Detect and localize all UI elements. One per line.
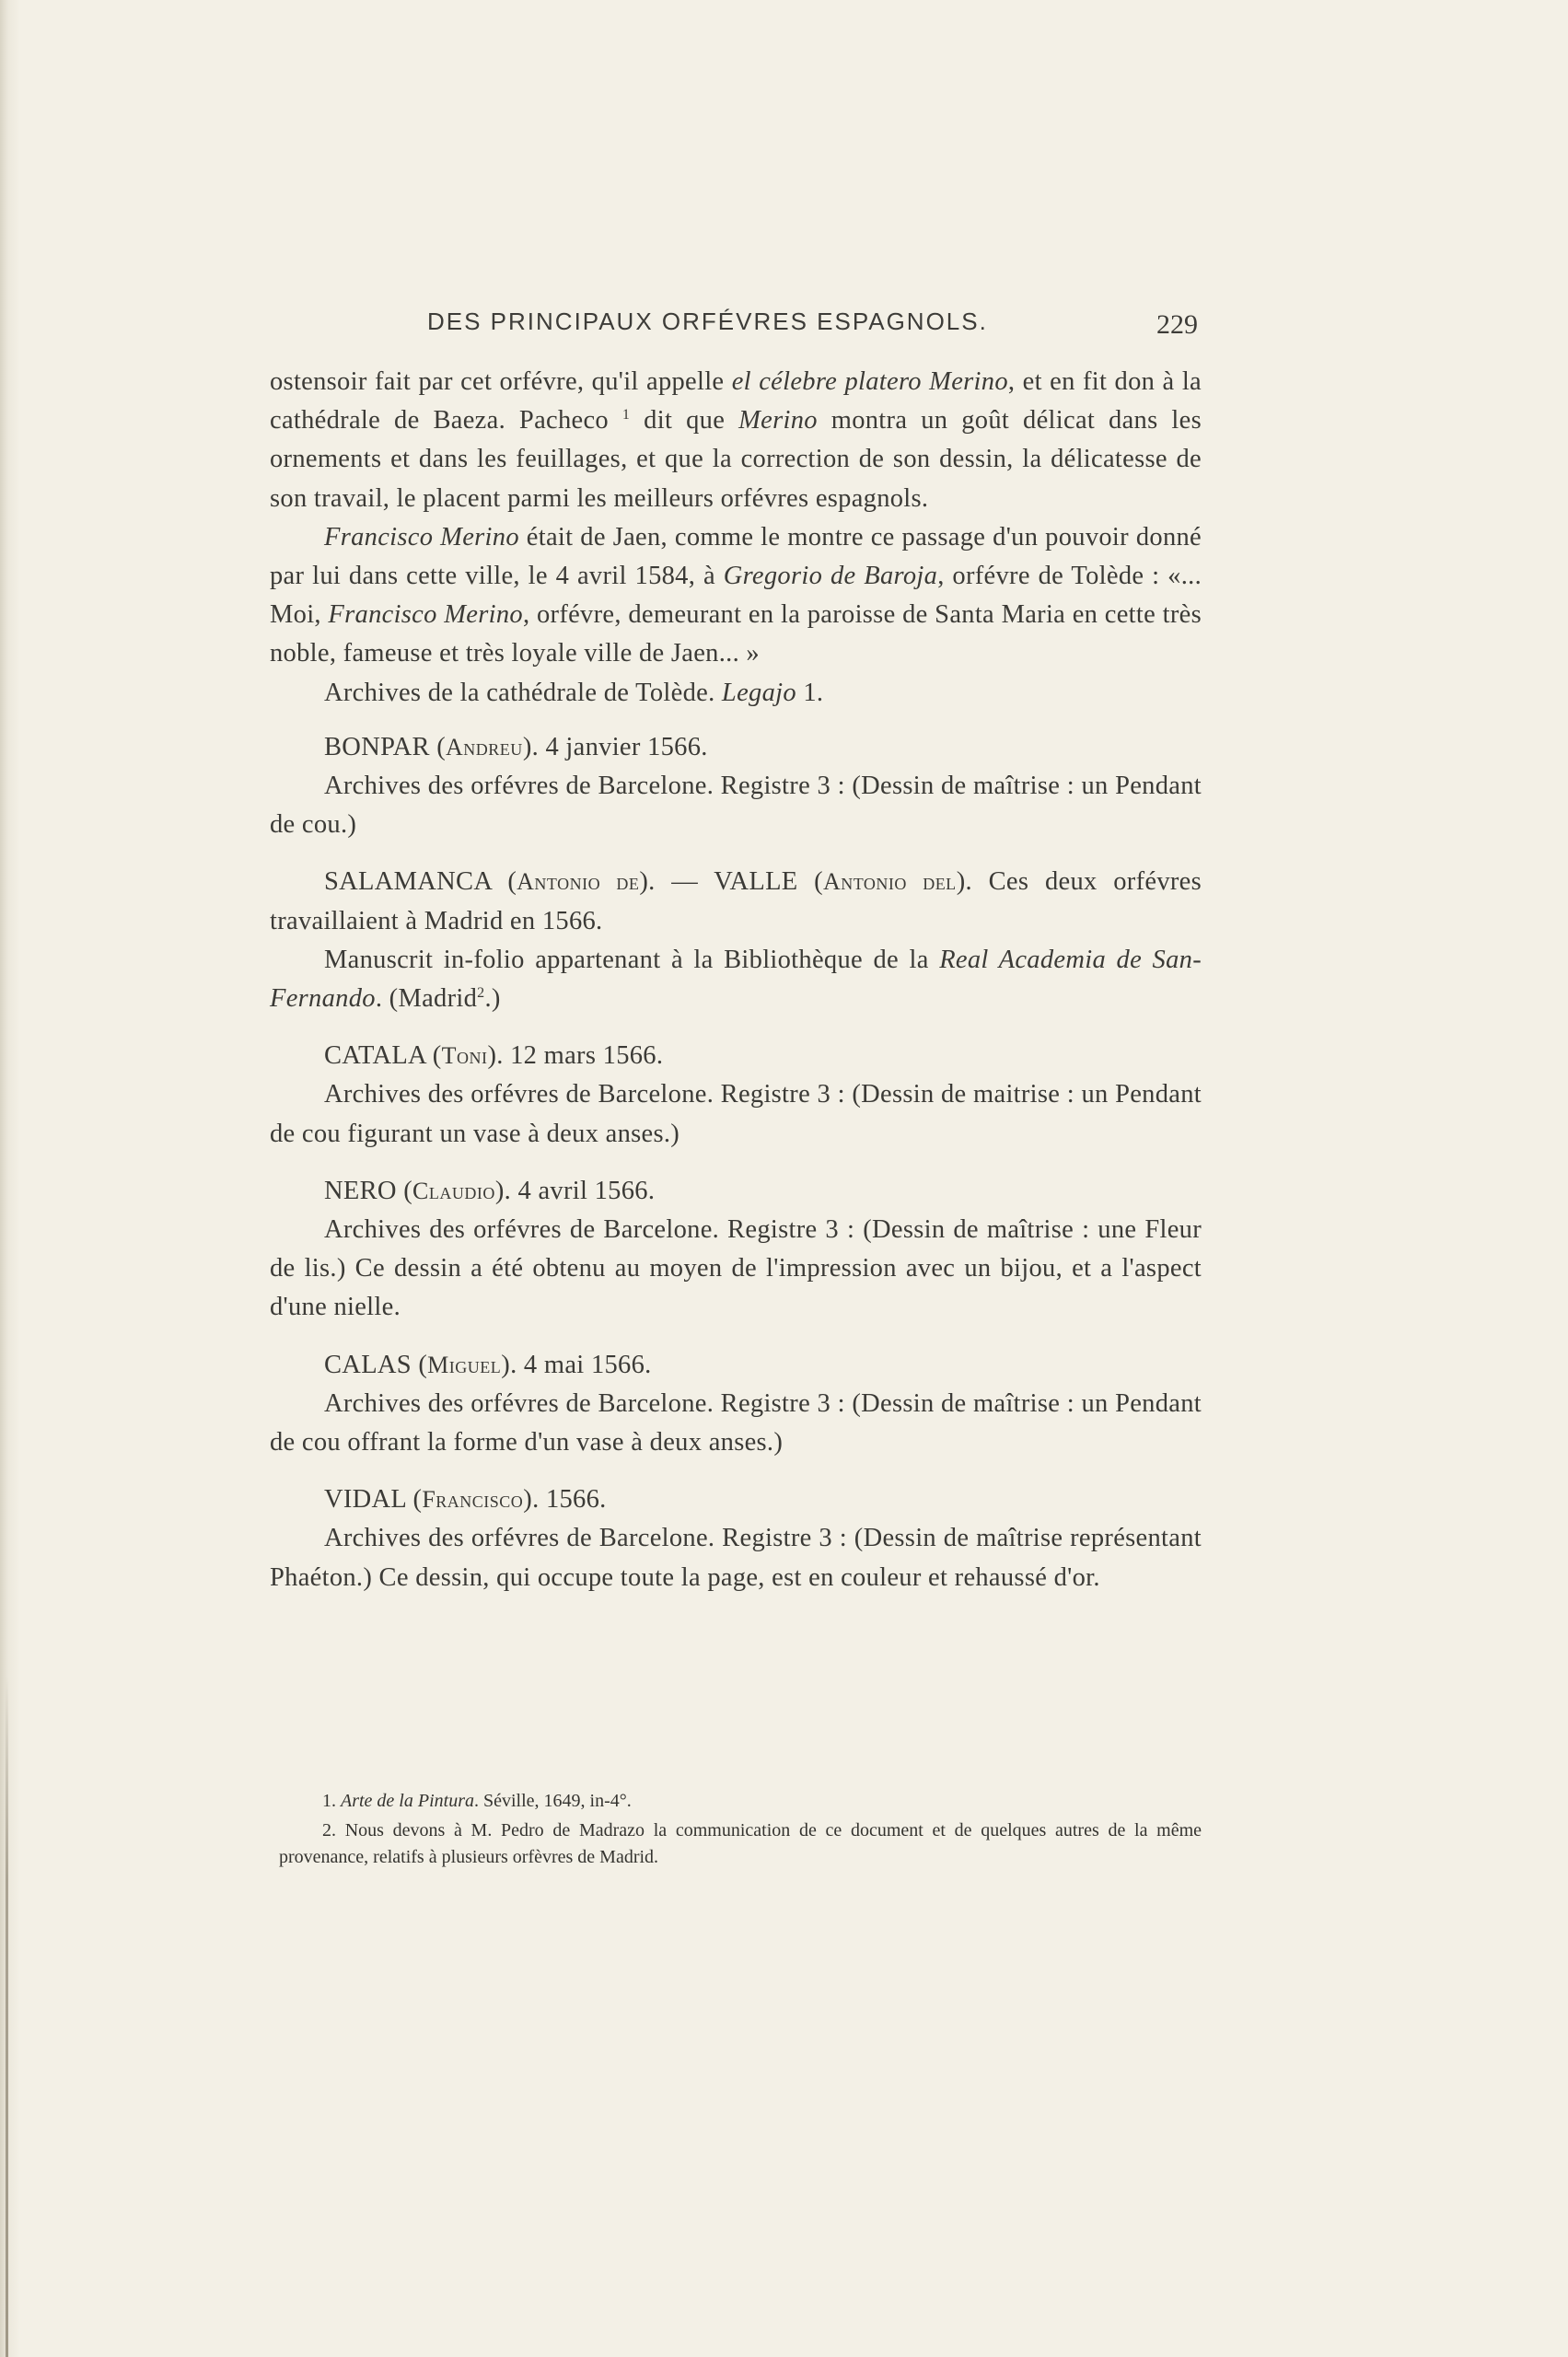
entry-text-bonpar: Archives des orfévres de Barcelone. Registre 3 : (Dessin de maîtrise : un Pendant de cou.)	[270, 772, 1202, 840]
entry-heading-nero: NERO (Claudio). 4 avril 1566.	[324, 1176, 656, 1205]
footnotes	[279, 1788, 1202, 1871]
footnote-ref-2[interactable]: 2	[477, 985, 485, 1002]
entry-text-salamanca: Manuscrit in-folio appartenant à la Bibliothèque de la Real Academia de San-Fernando. (Madrid$^2$.)	[270, 945, 1202, 1014]
entry-text-catala: Archives des orfévres de Barcelone. Registre 3 : (Dessin de maitrise : un Pendant de cou figurant un vase à deux anses.)	[270, 1080, 1202, 1148]
running-title: DES PRINCIPAUX ORFÉVRES ESPAGNOLS.	[427, 308, 988, 335]
entry-heading-catala: CATALA (Toni). 12 mars 1566.	[324, 1041, 664, 1071]
footnote-ref-1[interactable]: 1	[621, 407, 631, 424]
entry-text-vidal: Archives des orfévres de Barcelone. Registre 3 : (Dessin de maîtrise représentant Phaéton.) Ce dessin, qui occupe toute la page, est en couleur et rehaussé d'or.	[270, 1524, 1202, 1592]
entry-heading-vidal: VIDAL (Francisco). 1566.	[324, 1485, 607, 1515]
entry-text-calas: Archives des orfévres de Barcelone. Registre 3 : (Dessin de maîtrise : un Pendant de cou offrant la forme d'un vase à deux anses.)	[270, 1388, 1202, 1457]
entry-heading-bonpar: BONPAR (Andreu). 4 janvier 1566.	[324, 732, 708, 761]
entry-heading-calas: CALAS (Miguel). 4 mai 1566.	[324, 1350, 652, 1379]
paragraph-merino-source: Archives de la cathédrale de Tolède. Legajo 1.	[324, 678, 824, 707]
paragraph-merino-continuation: ostensoir fait par cet orfévre, qu'il appelle el célebre platero Merino, et en fit don à la cathédrale de Baeza. Pacheco $^1$ dit que Merino montra un goût délicat dans les ornements et dans les feuillages, et que la correction de son dessin, la délicatesse de son travail, le placent parmi les meilleurs orfévres espagnols.	[270, 367, 1202, 513]
entry-text-nero: Archives des orfévres de Barcelone. Registre 3 : (Dessin de maîtrise : une Fleur de lis.) Ce dessin a été obtenu au moyen de l'impression avec un bijou, et a l'aspect d'une nielle.	[270, 1215, 1202, 1322]
paragraph-merino-jaen: Francisco Merino était de Jaen, comme le montre ce passage d'un pouvoir donné par lui dans cette ville, le 4 avril 1584, à Gregorio de Baroja, orfévre de Tolède : «... Moi, Francisco Merino, orfévre, demeurant en la paroisse de Santa Maria en cette très noble, fameuse et très loyale ville de Jaen... »	[270, 522, 1202, 668]
main-text	[270, 363, 1202, 1597]
footnote-1: 1. Arte de la Pintura. Séville, 1649, in-4°.	[322, 1791, 632, 1811]
page-number: 229	[1156, 309, 1198, 340]
entry-heading-salamanca-valle: SALAMANCA (Antonio de). — VALLE (Antonio del). Ces deux orfévres travaillaient à Madrid en 1566.	[270, 867, 1202, 935]
footnote-2: 2. Nous devons à M. Pedro de Madrazo la communication de ce document et de quelques autres de la même provenance, relatifs à plusieurs orfèvres de Madrid.	[279, 1820, 1202, 1867]
page-binding-edge	[0, 0, 20, 2357]
